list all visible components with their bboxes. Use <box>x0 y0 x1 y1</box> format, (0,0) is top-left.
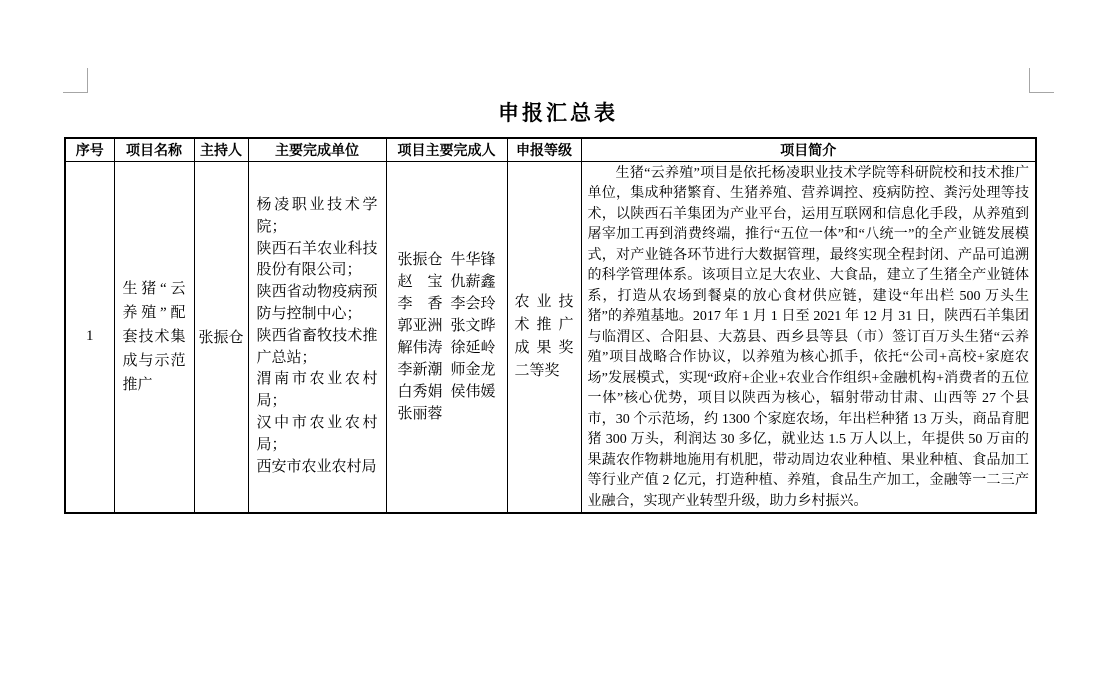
cell-project-name: 生猪“云养殖”配套技术集成与示范推广 <box>114 161 194 513</box>
member-name: 张振仓 <box>397 251 443 268</box>
member-name: 李新潮 <box>397 361 443 378</box>
cell-award-level: 农业技术推广成果奖二等奖 <box>507 161 581 513</box>
header-main-units: 主要完成单位 <box>248 138 386 161</box>
cell-leader: 张振仓 <box>194 161 248 513</box>
unit-item: 陕西省动物疫病预防与控制中心； <box>256 284 378 323</box>
header-leader: 主持人 <box>194 138 248 161</box>
unit-item: 杨凌职业技术学院； <box>256 197 378 235</box>
member-name: 郭亚洲 <box>397 317 443 334</box>
member-name: 侯伟媛 <box>450 383 496 400</box>
members-column-1 <box>398 249 443 425</box>
member-name: 张丽蓉 <box>397 405 443 422</box>
table-row <box>65 161 1036 513</box>
member-name: 解伟涛 <box>397 339 443 356</box>
unit-item: 陕西省畜牧技术推广总站； <box>256 327 378 366</box>
units-list <box>257 195 378 478</box>
members-column-2 <box>450 249 495 425</box>
member-name: 张文晔 <box>450 317 496 334</box>
text-boundary-mark-left-icon <box>63 68 88 93</box>
cell-project-summary: 生猪“云养殖”项目是依托杨凌职业技术学院等科研院校和技术推广单位，集成种猪繁育、生猪养殖、营养调控、疫病防控、粪污处理等技术，以陕西石羊集团为产业平台，运用互联网和信息化手段，从养殖到屠宰加工再到消费终端，推行“五位一体”和“八统一”的全产业链发展模式，对产业链各环节进行大数据管理，最终实现全程封闭、产品可追溯的科学管理体系。该项目立足大农业、大食品，建立了生猪全产业链体系，打造从农场到餐桌的放心食材供应链，建设“年出栏 500 万头生猪”的养殖基地。2017 年 1 月 1 日至 2021 年 12 月 31 日，陕西石羊集团与临渭区、合阳县、大荔县、西乡县等县（市）签订百万头生猪“云养殖”项目战略合作协议，以养殖为核心抓手，依托“公司+高校+家庭农场”发展模式，实现“政府+企业+农业合作组织+金融机构+消费者的五位一体”核心优势，项目以陕西为核心，辐射带动甘肃、山西等 27 个县市，30 个示范场，约 1300 个家庭农场，年出栏种猪 13 万头，商品育肥猪 300 万头，利润达 30 多亿，就业达 1.5 万人以上，年提供 50 万亩的果蔬农作物耕地施用有机肥，带动周边农业种植、果业种植、食品加工等行业产值 2 亿元，打造种植、养殖，食品生产加工，金融等一二三产业融合，实现产业转型升级，助力乡村振兴。 <box>581 161 1036 513</box>
header-award-level: 申报等级 <box>507 138 581 161</box>
unit-item: 渭南市农业农村局； <box>256 371 378 410</box>
header-project-summary: 项目简介 <box>581 138 1036 161</box>
header-row <box>65 138 1036 161</box>
member-name: 徐延岭 <box>450 339 496 356</box>
unit-item: 陕西石羊农业科技股份有限公司； <box>256 240 378 279</box>
cell-serial: 1 <box>65 161 114 513</box>
unit-item: 西安市农业农村局 <box>256 458 377 475</box>
cell-main-units <box>248 161 386 513</box>
member-name: 白秀娟 <box>397 383 443 400</box>
header-main-members: 项目主要完成人 <box>386 138 507 161</box>
page-title: 申报汇总表 <box>498 102 618 125</box>
declaration-summary-table <box>64 137 1037 514</box>
member-name: 仇薪鑫 <box>450 273 496 290</box>
members-columns <box>398 249 496 425</box>
cell-main-members <box>386 161 507 513</box>
member-name: 李 香 <box>397 295 443 312</box>
member-name: 牛华锋 <box>450 251 496 268</box>
unit-item: 汉中市农业农村局； <box>256 415 378 453</box>
member-name: 赵 宝 <box>397 273 443 290</box>
header-project-name: 项目名称 <box>114 138 194 161</box>
member-name: 李会玲 <box>450 295 496 312</box>
member-name: 师金龙 <box>450 361 496 378</box>
header-serial: 序号 <box>65 138 114 161</box>
text-boundary-mark-right-icon <box>1029 68 1054 93</box>
